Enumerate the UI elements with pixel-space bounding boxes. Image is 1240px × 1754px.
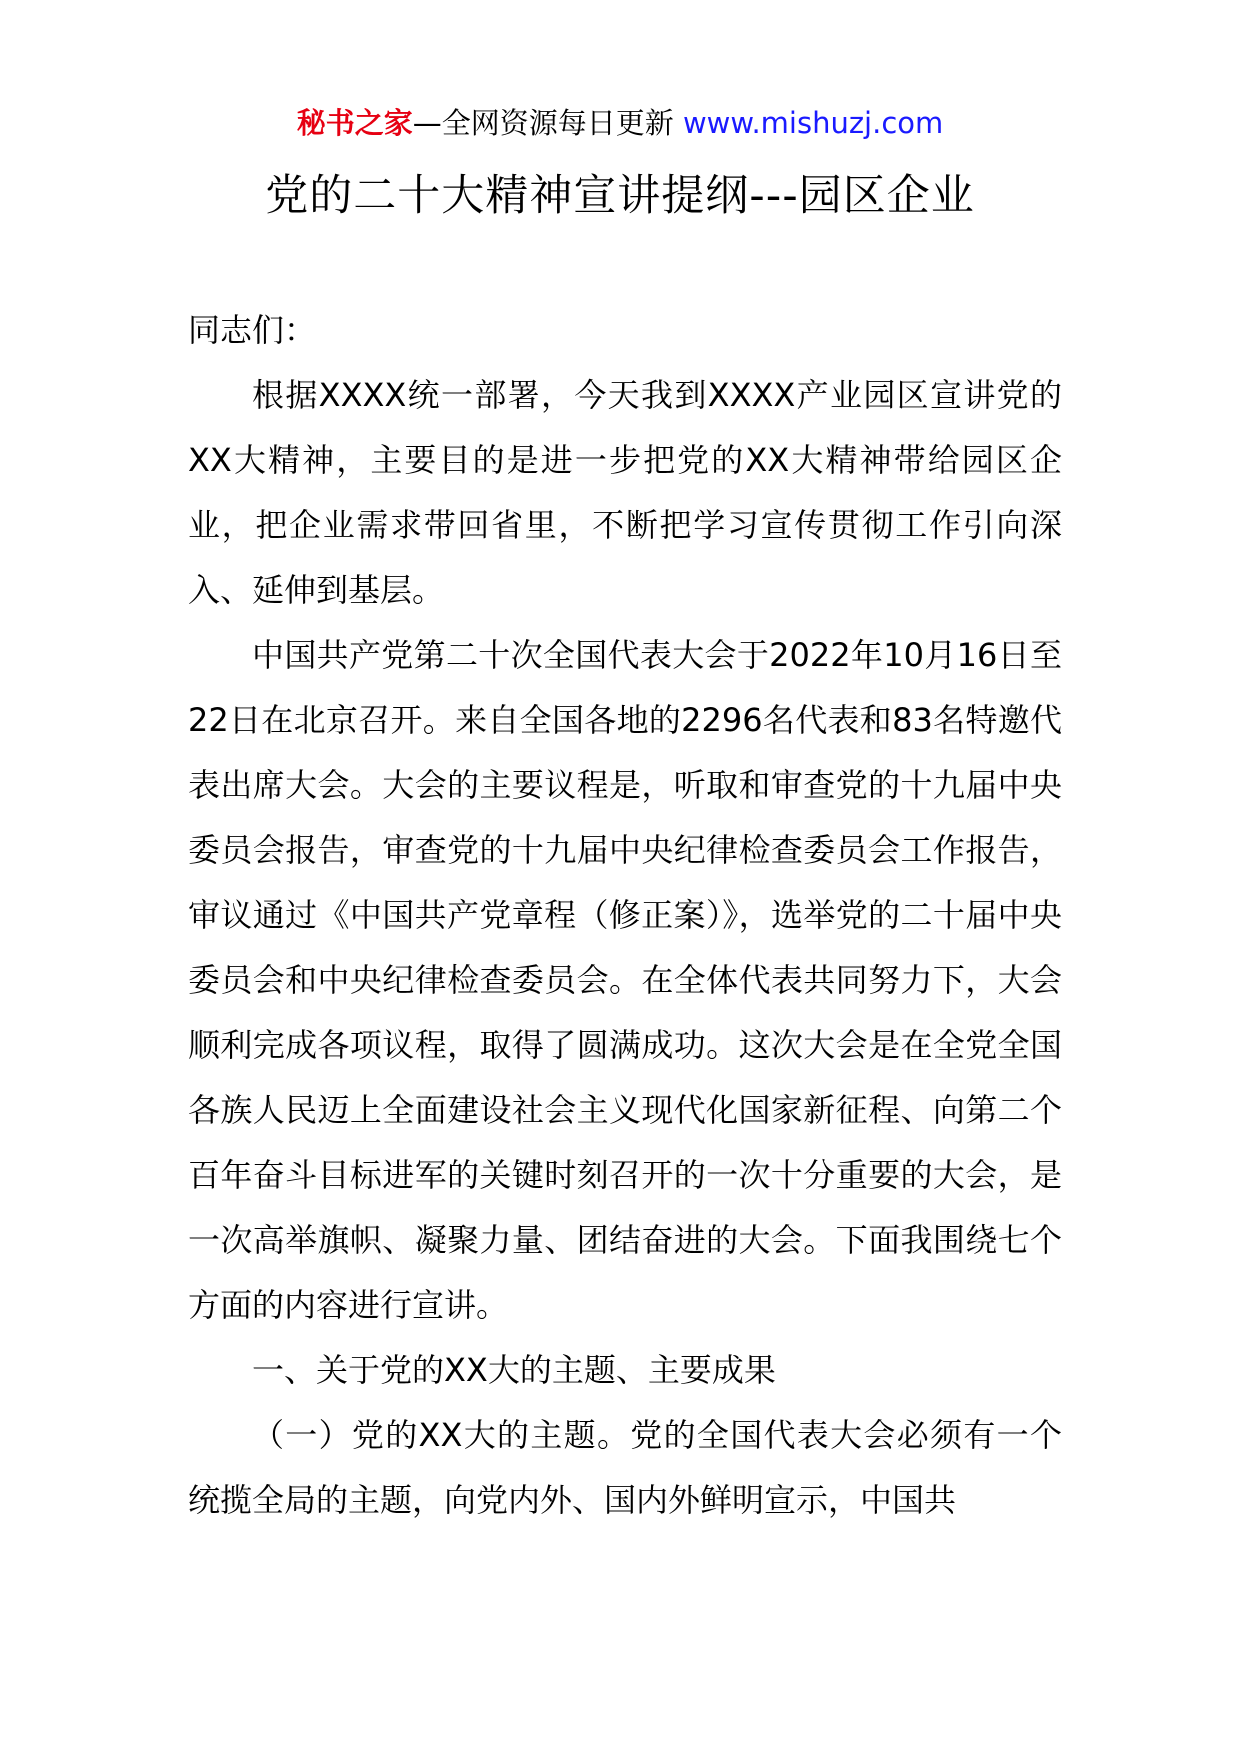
document-title: 党的二十大精神宣讲提纲---园区企业 [265, 171, 975, 221]
brand-name: 秘书之家 [296, 106, 413, 140]
document-body [188, 298, 1062, 1533]
site-link[interactable]: www.mishuzj.com [682, 106, 944, 140]
header-tagline: —全网资源每日更新 [412, 106, 674, 140]
paragraph: 根据XXXX统一部署，今天我到XXXX产业园区宣讲党的XX大精神，主要目的是进一步把党的XX大精神带给园区企业，把企业需求带回省里，不断把学习宣传贯彻工作引向深入、延伸到基层。 [188, 376, 1062, 609]
paragraph: （一）党的XX大的主题。党的全国代表大会必须有一个统揽全局的主题，向党内外、国内外鲜明宣示，中国共 [188, 1416, 1062, 1519]
section-heading: 一、关于党的XX大的主题、主要成果 [252, 1351, 776, 1389]
site-header [0, 103, 1240, 143]
greeting: 同志们： [188, 311, 317, 349]
paragraph: 中国共产党第二十次全国代表大会于2022年10月16日至22日在北京召开。来自全国各地的2296名代表和83名特邀代表出席大会。大会的主要议程是，听取和审查党的十九届中央委员会报告，审查党的十九届中央纪律检查委员会工作报告，审议通过《中国共产党章程（修正案）》，选举党的二十届中央委员会和中央纪律检查委员会。在全体代表共同努力下，大会顺利完成各项议程，取得了圆满成功。这次大会是在全党全国各族人民迈上全面建设社会主义现代化国家新征程、向第二个百年奋斗目标进军的关键时刻召开的一次十分重要的大会，是一次高举旗帜、凝聚力量、团结奋进的大会。下面我围绕七个方面的内容进行宣讲。 [188, 636, 1062, 1324]
